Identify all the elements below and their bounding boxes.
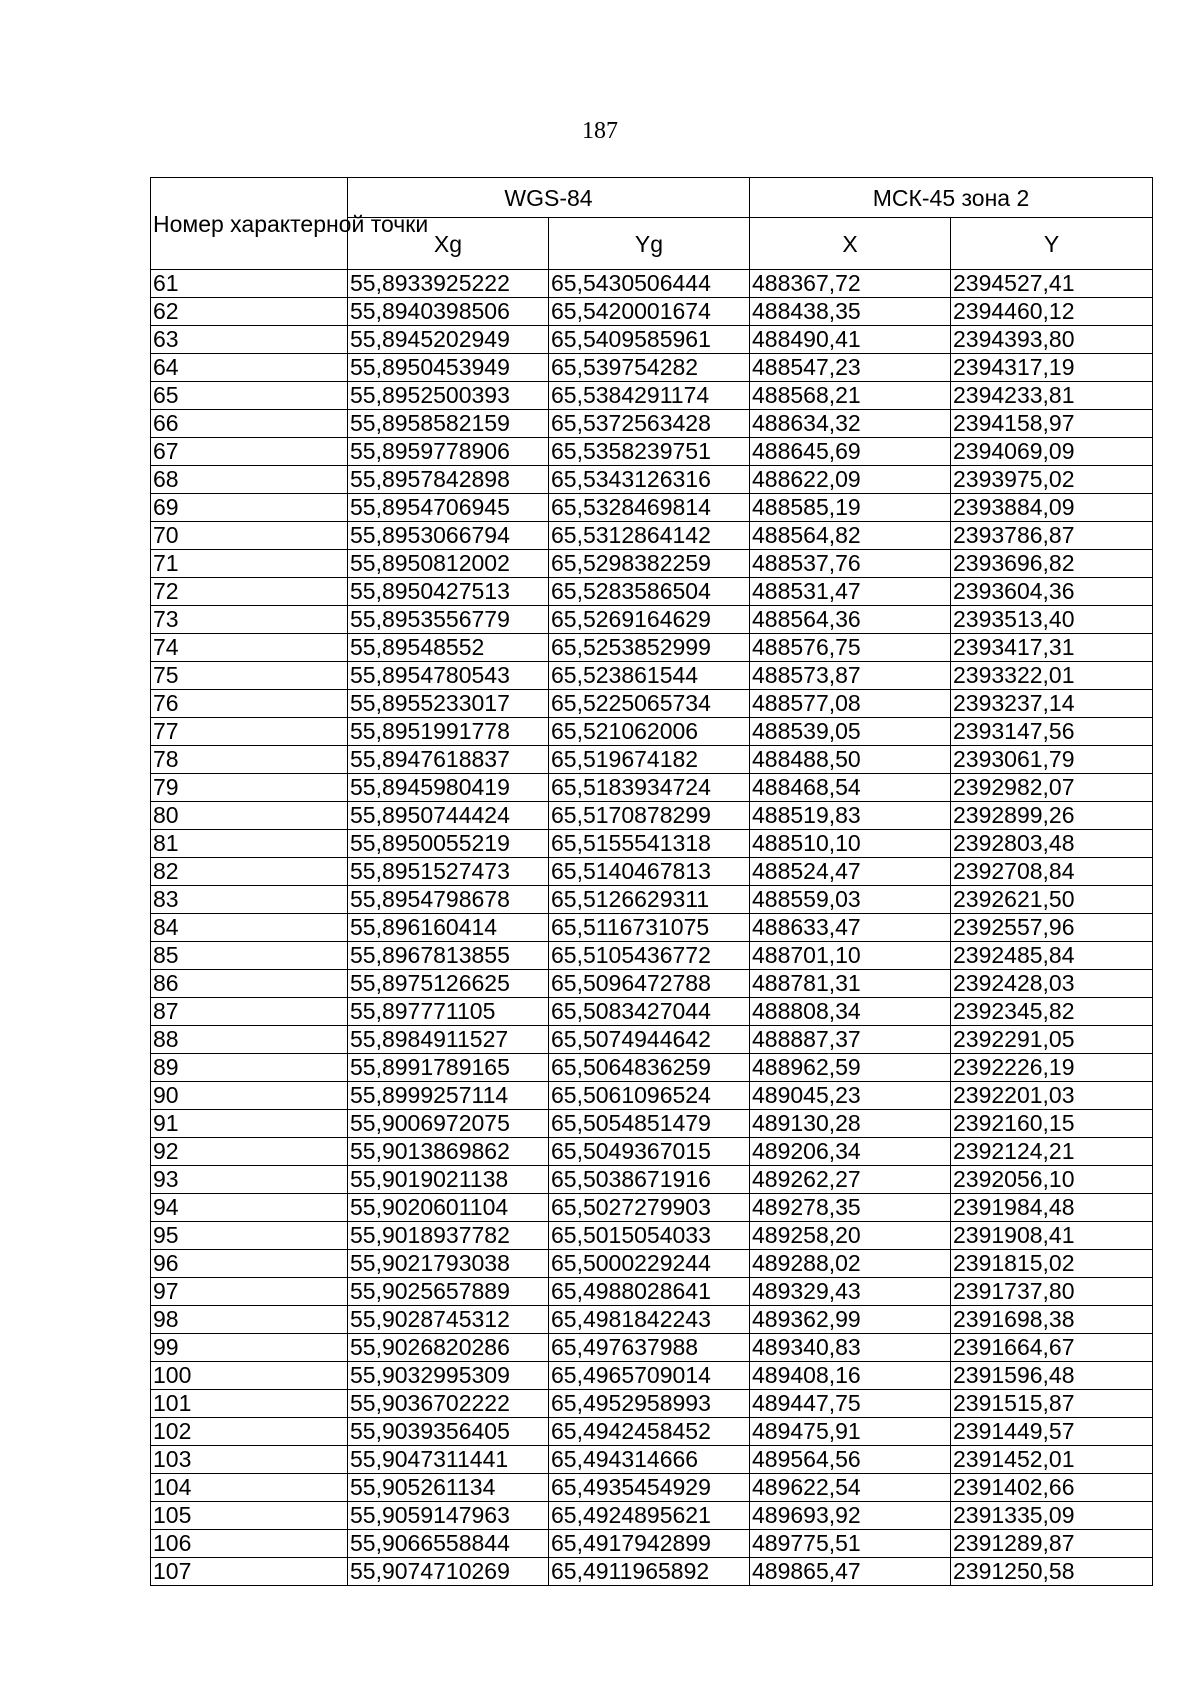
table-row [151,410,1153,438]
table-row [151,1054,1153,1082]
cell-xg: 55,8951527473 [348,858,549,886]
cell-x: 488585,19 [750,494,951,522]
cell-y: 2391984,48 [951,1194,1153,1222]
cell-point-number: 79 [151,774,348,802]
cell-point-number: 68 [151,466,348,494]
cell-y: 2392485,84 [951,942,1153,970]
cell-x: 489130,28 [750,1110,951,1138]
cell-y: 2392982,07 [951,774,1153,802]
cell-xg: 55,9047311441 [348,1446,549,1474]
cell-x: 488559,03 [750,886,951,914]
cell-xg: 55,896160414 [348,914,549,942]
cell-y: 2393604,36 [951,578,1153,606]
cell-xg: 55,9074710269 [348,1558,549,1586]
cell-x: 489362,99 [750,1306,951,1334]
table-row [151,718,1153,746]
table-row [151,802,1153,830]
cell-yg: 65,5155541318 [549,830,750,858]
table-row [151,1250,1153,1278]
cell-y: 2393147,56 [951,718,1153,746]
cell-y: 2393061,79 [951,746,1153,774]
header-x: X [750,218,951,270]
table-row [151,886,1153,914]
cell-point-number: 103 [151,1446,348,1474]
cell-y: 2392899,26 [951,802,1153,830]
cell-y: 2392124,21 [951,1138,1153,1166]
table-row [151,1362,1153,1390]
table-row [151,1082,1153,1110]
cell-x: 488539,05 [750,718,951,746]
cell-xg: 55,8958582159 [348,410,549,438]
cell-x: 489278,35 [750,1194,951,1222]
cell-y: 2391250,58 [951,1558,1153,1586]
cell-xg: 55,9059147963 [348,1502,549,1530]
cell-point-number: 93 [151,1166,348,1194]
table-row [151,690,1153,718]
table-row [151,466,1153,494]
cell-xg: 55,8945202949 [348,326,549,354]
cell-y: 2393786,87 [951,522,1153,550]
cell-point-number: 105 [151,1502,348,1530]
table-row [151,298,1153,326]
coordinates-table [150,177,1153,1586]
cell-xg: 55,9066558844 [348,1530,549,1558]
cell-y: 2394460,12 [951,298,1153,326]
cell-point-number: 88 [151,1026,348,1054]
cell-y: 2391737,80 [951,1278,1153,1306]
cell-yg: 65,5116731075 [549,914,750,942]
cell-xg: 55,9028745312 [348,1306,549,1334]
cell-xg: 55,8950453949 [348,354,549,382]
cell-xg: 55,8954706945 [348,494,549,522]
table-row [151,634,1153,662]
cell-yg: 65,5420001674 [549,298,750,326]
header-yg: Yg [549,218,750,270]
cell-y: 2392291,05 [951,1026,1153,1054]
cell-xg: 55,8950744424 [348,802,549,830]
cell-point-number: 82 [151,858,348,886]
cell-point-number: 89 [151,1054,348,1082]
cell-xg: 55,9039356405 [348,1418,549,1446]
cell-xg: 55,9032995309 [348,1362,549,1390]
header-msk45: МСК-45 зона 2 [750,178,1153,218]
table-row [151,326,1153,354]
cell-x: 488564,36 [750,606,951,634]
cell-y: 2394527,41 [951,270,1153,298]
cell-xg: 55,8954798678 [348,886,549,914]
table-row [151,970,1153,998]
cell-y: 2391596,48 [951,1362,1153,1390]
cell-x: 488510,10 [750,830,951,858]
table-row [151,1334,1153,1362]
cell-xg: 55,8967813855 [348,942,549,970]
cell-x: 488701,10 [750,942,951,970]
cell-point-number: 62 [151,298,348,326]
cell-x: 488634,32 [750,410,951,438]
cell-yg: 65,5384291174 [549,382,750,410]
cell-y: 2393322,01 [951,662,1153,690]
cell-x: 488962,59 [750,1054,951,1082]
cell-y: 2393696,82 [951,550,1153,578]
table-row [151,1110,1153,1138]
cell-xg: 55,8999257114 [348,1082,549,1110]
cell-x: 488468,54 [750,774,951,802]
cell-point-number: 61 [151,270,348,298]
cell-xg: 55,8991789165 [348,1054,549,1082]
cell-y: 2394069,09 [951,438,1153,466]
table-row [151,1138,1153,1166]
cell-point-number: 65 [151,382,348,410]
cell-yg: 65,5074944642 [549,1026,750,1054]
cell-yg: 65,4935454929 [549,1474,750,1502]
cell-xg: 55,8952500393 [348,382,549,410]
cell-x: 488490,41 [750,326,951,354]
cell-yg: 65,4952958993 [549,1390,750,1418]
header-point-number: Номер характерной точки [151,178,348,270]
cell-yg: 65,4917942899 [549,1530,750,1558]
cell-point-number: 76 [151,690,348,718]
table-row [151,1418,1153,1446]
cell-y: 2391452,01 [951,1446,1153,1474]
cell-yg: 65,5183934724 [549,774,750,802]
table-row [151,998,1153,1026]
cell-xg: 55,8950427513 [348,578,549,606]
cell-y: 2393237,14 [951,690,1153,718]
table-row [151,858,1153,886]
cell-y: 2392345,82 [951,998,1153,1026]
cell-x: 489329,43 [750,1278,951,1306]
cell-x: 489447,75 [750,1390,951,1418]
cell-y: 2394393,80 [951,326,1153,354]
cell-x: 488564,82 [750,522,951,550]
cell-yg: 65,4911965892 [549,1558,750,1586]
cell-point-number: 81 [151,830,348,858]
table-row [151,1446,1153,1474]
cell-point-number: 64 [151,354,348,382]
cell-xg: 55,8945980419 [348,774,549,802]
cell-xg: 55,9025657889 [348,1278,549,1306]
cell-point-number: 74 [151,634,348,662]
cell-yg: 65,523861544 [549,662,750,690]
cell-point-number: 90 [151,1082,348,1110]
table-row [151,1474,1153,1502]
table-row [151,438,1153,466]
cell-yg: 65,5170878299 [549,802,750,830]
cell-point-number: 71 [151,550,348,578]
cell-x: 488367,72 [750,270,951,298]
cell-xg: 55,89548552 [348,634,549,662]
cell-xg: 55,8933925222 [348,270,549,298]
cell-xg: 55,9020601104 [348,1194,549,1222]
cell-yg: 65,4981842243 [549,1306,750,1334]
table-row [151,270,1153,298]
table-row [151,942,1153,970]
cell-x: 488622,09 [750,466,951,494]
cell-x: 488547,23 [750,354,951,382]
cell-x: 488537,76 [750,550,951,578]
cell-yg: 65,5061096524 [549,1082,750,1110]
cell-point-number: 69 [151,494,348,522]
cell-point-number: 95 [151,1222,348,1250]
cell-y: 2392428,03 [951,970,1153,998]
header-y: Y [951,218,1153,270]
cell-point-number: 96 [151,1250,348,1278]
cell-yg: 65,5126629311 [549,886,750,914]
cell-xg: 55,8955233017 [348,690,549,718]
cell-point-number: 106 [151,1530,348,1558]
cell-yg: 65,5409585961 [549,326,750,354]
table-row [151,662,1153,690]
cell-y: 2391449,57 [951,1418,1153,1446]
cell-xg: 55,8950055219 [348,830,549,858]
cell-point-number: 70 [151,522,348,550]
cell-xg: 55,9026820286 [348,1334,549,1362]
cell-y: 2391664,67 [951,1334,1153,1362]
cell-yg: 65,5054851479 [549,1110,750,1138]
cell-yg: 65,4942458452 [549,1418,750,1446]
table-row [151,1306,1153,1334]
table-row [151,606,1153,634]
cell-xg: 55,8984911527 [348,1026,549,1054]
table-row [151,1390,1153,1418]
table-row [151,382,1153,410]
cell-point-number: 77 [151,718,348,746]
table-header [151,178,1153,270]
cell-yg: 65,494314666 [549,1446,750,1474]
cell-yg: 65,5372563428 [549,410,750,438]
header-row-groups [151,178,1153,218]
cell-xg: 55,9018937782 [348,1222,549,1250]
cell-point-number: 92 [151,1138,348,1166]
cell-x: 489622,54 [750,1474,951,1502]
cell-xg: 55,8950812002 [348,550,549,578]
cell-xg: 55,8954780543 [348,662,549,690]
cell-y: 2392803,48 [951,830,1153,858]
cell-x: 489045,23 [750,1082,951,1110]
cell-x: 488576,75 [750,634,951,662]
cell-y: 2391515,87 [951,1390,1153,1418]
table-row [151,1222,1153,1250]
cell-y: 2391698,38 [951,1306,1153,1334]
cell-yg: 65,5027279903 [549,1194,750,1222]
cell-point-number: 86 [151,970,348,998]
page-number: 187 [582,118,618,144]
cell-yg: 65,5015054033 [549,1222,750,1250]
cell-x: 488781,31 [750,970,951,998]
cell-x: 488531,47 [750,578,951,606]
cell-x: 489258,20 [750,1222,951,1250]
cell-point-number: 66 [151,410,348,438]
cell-xg: 55,897771105 [348,998,549,1026]
cell-y: 2391335,09 [951,1502,1153,1530]
table-row [151,578,1153,606]
cell-yg: 65,5343126316 [549,466,750,494]
cell-xg: 55,8957842898 [348,466,549,494]
table-row [151,914,1153,942]
cell-yg: 65,5064836259 [549,1054,750,1082]
header-wgs84: WGS-84 [348,178,750,218]
cell-x: 489340,83 [750,1334,951,1362]
cell-y: 2392708,84 [951,858,1153,886]
cell-yg: 65,5105436772 [549,942,750,970]
cell-yg: 65,521062006 [549,718,750,746]
cell-point-number: 80 [151,802,348,830]
cell-x: 488887,37 [750,1026,951,1054]
cell-y: 2394158,97 [951,410,1153,438]
cell-xg: 55,8959778906 [348,438,549,466]
table-row [151,494,1153,522]
cell-xg: 55,9019021138 [348,1166,549,1194]
cell-yg: 65,5049367015 [549,1138,750,1166]
cell-xg: 55,8951991778 [348,718,549,746]
cell-y: 2392056,10 [951,1166,1153,1194]
table-row [151,1166,1153,1194]
header-xg: Xg [348,218,549,270]
cell-point-number: 63 [151,326,348,354]
cell-yg: 65,5083427044 [549,998,750,1026]
table-row [151,1558,1153,1586]
cell-y: 2394233,81 [951,382,1153,410]
table-row [151,1502,1153,1530]
cell-yg: 65,5140467813 [549,858,750,886]
cell-x: 488488,50 [750,746,951,774]
cell-point-number: 78 [151,746,348,774]
cell-point-number: 99 [151,1334,348,1362]
cell-y: 2392557,96 [951,914,1153,942]
cell-x: 489564,56 [750,1446,951,1474]
table-row [151,354,1153,382]
cell-x: 489262,27 [750,1166,951,1194]
cell-y: 2392621,50 [951,886,1153,914]
cell-xg: 55,8953066794 [348,522,549,550]
cell-point-number: 67 [151,438,348,466]
cell-point-number: 101 [151,1390,348,1418]
cell-point-number: 72 [151,578,348,606]
cell-point-number: 85 [151,942,348,970]
cell-x: 488577,08 [750,690,951,718]
cell-point-number: 83 [151,886,348,914]
table-row [151,1026,1153,1054]
cell-point-number: 94 [151,1194,348,1222]
cell-point-number: 75 [151,662,348,690]
table-body [151,270,1153,1586]
table-row [151,1278,1153,1306]
cell-x: 489475,91 [750,1418,951,1446]
cell-x: 489288,02 [750,1250,951,1278]
cell-point-number: 84 [151,914,348,942]
cell-yg: 65,5253852999 [549,634,750,662]
cell-yg: 65,5430506444 [549,270,750,298]
cell-y: 2393975,02 [951,466,1153,494]
cell-yg: 65,519674182 [549,746,750,774]
cell-xg: 55,905261134 [348,1474,549,1502]
cell-point-number: 107 [151,1558,348,1586]
cell-x: 488438,35 [750,298,951,326]
cell-x: 489693,92 [750,1502,951,1530]
cell-x: 488645,69 [750,438,951,466]
cell-yg: 65,4924895621 [549,1502,750,1530]
cell-x: 489408,16 [750,1362,951,1390]
cell-y: 2391402,66 [951,1474,1153,1502]
cell-y: 2392201,03 [951,1082,1153,1110]
cell-point-number: 102 [151,1418,348,1446]
cell-x: 488808,34 [750,998,951,1026]
cell-y: 2392226,19 [951,1054,1153,1082]
cell-yg: 65,5096472788 [549,970,750,998]
cell-yg: 65,4965709014 [549,1362,750,1390]
cell-yg: 65,5283586504 [549,578,750,606]
cell-x: 488524,47 [750,858,951,886]
table-row [151,1194,1153,1222]
cell-yg: 65,5225065734 [549,690,750,718]
cell-y: 2392160,15 [951,1110,1153,1138]
cell-point-number: 98 [151,1306,348,1334]
cell-point-number: 100 [151,1362,348,1390]
cell-xg: 55,8947618837 [348,746,549,774]
cell-y: 2393417,31 [951,634,1153,662]
cell-yg: 65,5269164629 [549,606,750,634]
table-row [151,830,1153,858]
cell-x: 489775,51 [750,1530,951,1558]
cell-y: 2394317,19 [951,354,1153,382]
cell-xg: 55,8975126625 [348,970,549,998]
cell-xg: 55,8940398506 [348,298,549,326]
cell-point-number: 91 [151,1110,348,1138]
cell-y: 2393513,40 [951,606,1153,634]
cell-y: 2391289,87 [951,1530,1153,1558]
cell-point-number: 104 [151,1474,348,1502]
cell-x: 489865,47 [750,1558,951,1586]
table-row [151,550,1153,578]
cell-yg: 65,5328469814 [549,494,750,522]
table-row [151,746,1153,774]
cell-y: 2391815,02 [951,1250,1153,1278]
table-row [151,1530,1153,1558]
cell-x: 488573,87 [750,662,951,690]
cell-xg: 55,9006972075 [348,1110,549,1138]
cell-point-number: 97 [151,1278,348,1306]
cell-yg: 65,4988028641 [549,1278,750,1306]
cell-x: 488633,47 [750,914,951,942]
cell-x: 488568,21 [750,382,951,410]
cell-xg: 55,9021793038 [348,1250,549,1278]
cell-point-number: 87 [151,998,348,1026]
cell-yg: 65,5038671916 [549,1166,750,1194]
cell-yg: 65,5312864142 [549,522,750,550]
cell-xg: 55,8953556779 [348,606,549,634]
cell-xg: 55,9036702222 [348,1390,549,1418]
cell-yg: 65,539754282 [549,354,750,382]
cell-x: 488519,83 [750,802,951,830]
table-row [151,774,1153,802]
cell-xg: 55,9013869862 [348,1138,549,1166]
cell-yg: 65,5000229244 [549,1250,750,1278]
table-row [151,522,1153,550]
cell-yg: 65,5298382259 [549,550,750,578]
cell-y: 2393884,09 [951,494,1153,522]
cell-yg: 65,497637988 [549,1334,750,1362]
cell-yg: 65,5358239751 [549,438,750,466]
cell-point-number: 73 [151,606,348,634]
cell-y: 2391908,41 [951,1222,1153,1250]
cell-x: 489206,34 [750,1138,951,1166]
